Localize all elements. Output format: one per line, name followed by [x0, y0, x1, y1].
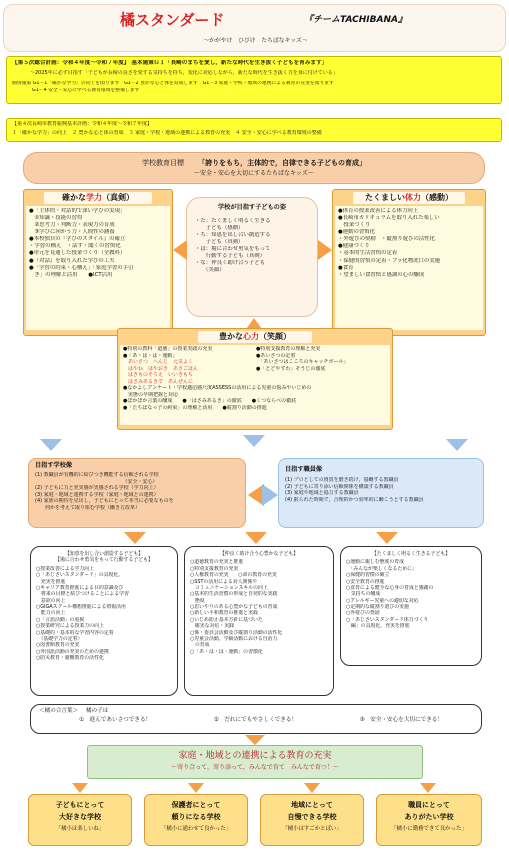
kind-child-item: ○「あ・は・は・運動」の習慣化: [190, 648, 263, 655]
kind-child-item: ○基本的生活習慣の形成と自発的な実践: [190, 591, 278, 598]
watchword-box: [30, 704, 482, 734]
sugata-item: 行動する子ども（真剣）: [195, 253, 266, 260]
title-panel: [3, 4, 506, 52]
strong-child-item: 「みんなが楽しくなるために」: [346, 565, 417, 572]
tairyoku-item: 授業づくり: [338, 222, 371, 229]
school-goal-box: [23, 152, 485, 184]
gakuryoku-item: ●「主体的・対話的で深い学びの実現」: [29, 208, 126, 215]
school-image-item: (4) 家族の期待を見出し，子どもにとって本当に必要なものを: [35, 498, 174, 505]
kokoro-columns: [123, 346, 387, 385]
gakuryoku-item: ●「学習の約束・心構え」「家庭学習の手引: [29, 264, 134, 271]
gakuryoku-box: [23, 189, 173, 336]
target-line2: 頼りになる学校: [171, 813, 221, 822]
kokoro-right-item: 「あいさつはこころのキャッチボール」: [255, 359, 349, 366]
staff-image-item: (4) 限られた時間で，合理的かつ効率的に働こうとする教職員: [285, 496, 424, 503]
target-line2: 自慢できる学校: [287, 813, 337, 822]
strong-child-title: 【たくましく明るく生きる子ども】: [371, 551, 451, 557]
target-parent-box: [144, 794, 248, 846]
gakuryoku-item: ●『対話』を取り入れた学びの工夫: [29, 257, 115, 264]
creative-child-item: ○授業改善による学力向上: [36, 565, 95, 572]
target-line1: 職員にとって: [408, 801, 450, 809]
gakuryoku-item: ●単元を見通した授業づくり（全教科）: [29, 250, 126, 257]
gakuryoku-item: ③学びに向かう力・人間性の涵養: [29, 229, 115, 236]
gakuryoku-list: [26, 206, 170, 330]
gakuryoku-item: ②思考力・判断力・表現力の育成: [29, 222, 115, 229]
creative-child-item: ○図書館教育の充実: [36, 642, 80, 649]
gakuryoku-item: ・学習の構え ・話す・聞くの習慣化: [29, 243, 121, 250]
arrow-down-icon: [245, 532, 267, 544]
school-goal-text: 「誇りをもち，主体的で，自律できる子どもの育成」: [198, 159, 367, 167]
strong-child-box: [340, 546, 482, 666]
kokoro-title-accent: 心力: [243, 332, 259, 341]
tairyoku-item: ●健康づくり: [338, 243, 370, 250]
creative-child-item: ○外国語活動の充実のための連携: [36, 648, 109, 655]
kokoro-right-item: ●「とどやすわ」そうじの徹底: [255, 365, 326, 372]
kind-child-item: ○特別支援教育の充実: [190, 565, 239, 572]
arrow-down-icon: [446, 439, 468, 451]
target-quote: 「橘小に勤務できて良かった」: [391, 826, 467, 833]
plan4-body: １「確かな学力」の向上 ２ 豊かな心と体の育成 ３ 家庭・学校・地域の連携による教育の充実 ４ 安全・安心に学べる教育環境の整備: [12, 129, 322, 136]
sugata-item: ・た：たくましく明るく生きる: [195, 218, 271, 225]
creative-child-item: ○授業研究による授業力の向上: [36, 623, 104, 630]
tairyoku-title-accent: 体力: [405, 193, 421, 202]
kind-child-item: ○いじめ防止基本方針に基づいた: [190, 616, 263, 623]
creative-child-item: （基礎学力の定着）: [36, 635, 83, 642]
tairyoku-box: [332, 189, 486, 336]
creative-child-item: ○「言語活動」の重視: [36, 616, 85, 623]
watchword-sub: 橘の子は: [85, 708, 109, 714]
creative-child-item: 意欲の向上: [36, 597, 66, 604]
arrow-down-icon: [376, 532, 398, 544]
plan4-title: 【第４次長崎市教育振興基本計画：令和４年度～令和７年度】: [12, 121, 153, 127]
strong-child-item: 編」の具現化，充実を推進: [346, 623, 410, 630]
arrow-left-icon: [173, 240, 187, 260]
kokoro-bottom-item: 実態の早期把握と対応: [123, 391, 179, 398]
school-goal-line: [24, 159, 484, 168]
creative-child-item: ○キャリア教育推進による目的意識及び: [36, 584, 124, 591]
team-name: 『チームTACHIBANA』: [304, 15, 407, 25]
creative-child-title2: 【場に合わせ勇気をもって行動する子ども】: [55, 557, 153, 564]
page-subtitle: ～かがやけ ひびけ たちばなキッズ～: [203, 38, 308, 44]
staff-image-box: [278, 458, 484, 528]
kind-child-box: [184, 546, 334, 696]
arrow-down-icon: [245, 735, 265, 745]
kind-child-item: コミュニケーションスキルの向上: [190, 584, 268, 591]
target-staff-box: [376, 794, 482, 846]
school-image-item: (2) 子どもに力と充実感が実感される学校（学力向上）: [35, 485, 159, 492]
target-line1: 保護者にとって: [171, 801, 221, 809]
tairyoku-item: ●体育の授業改善による体力向上: [338, 208, 419, 215]
plan5-box: [6, 56, 502, 104]
creative-child-item: 将来の目標と結びつけることによる学習: [36, 591, 129, 598]
watchword-header: [39, 708, 473, 715]
arrow-right-icon: [262, 484, 278, 506]
kokoro-right-item: ●あいさつの定着: [255, 352, 296, 359]
kokoro-left-item: ●「あ・は・は・運動」: [123, 352, 178, 359]
watchword-label: ＜橘の合言葉＞: [39, 708, 79, 714]
kokoro-title: [198, 331, 312, 343]
school-goal-sub: ～安全・安心を大切にするたちばなキッズ～: [194, 170, 314, 178]
community-title: 家庭・地域との連携による教育の充実: [178, 751, 332, 761]
plan4-box: [6, 118, 502, 142]
kokoro-left-item: はきものそろえ いいきもち: [123, 372, 194, 379]
target-child-box: [28, 794, 132, 846]
gakuryoku-title: [44, 192, 152, 204]
staff-image-title: 目指す職員像: [285, 466, 323, 473]
kind-child-item: ○人権教育の充実 ○命の教育の充実: [190, 572, 277, 579]
school-image-item: 何かを考えて取り組む学校（働き方改革）: [35, 504, 141, 511]
gakuryoku-item: ①知識・技能の習得: [29, 215, 83, 222]
creative-child-item: ○基礎的・基本的な学習内容の定着: [36, 629, 114, 636]
arrow-down-icon: [124, 532, 146, 544]
kokoro-title-suffix: （笑顔）: [259, 332, 291, 341]
kind-child-item: ○新しい平和教育の推進と実践: [190, 610, 258, 617]
tairyoku-list: [335, 206, 483, 330]
target-quote: 「橘小に通わせて良かった」: [160, 826, 232, 833]
arrow-down-icon: [40, 439, 62, 451]
tairyoku-item: ・保健的習慣の定着・フッ化物洗口の実施: [338, 257, 441, 264]
target-line2: ありがたい学校: [404, 813, 454, 822]
kokoro-left-item: はさみあるきで あんぜんに: [123, 378, 194, 385]
strong-child-item: ○保健的習慣の確立: [346, 572, 390, 579]
kokoro-bottom-item: ●なかよしアンケート・学校適応感尺度ASSESSの活用による児童の悩みやいじめの: [123, 385, 312, 392]
creative-child-title: 【知恵を出し合い創造する子ども】: [64, 551, 144, 557]
target-quote: 「橘小はすごかとばい」: [282, 826, 342, 833]
kind-child-title: 【仲良く助け合う心豊かな子ども】: [219, 551, 299, 557]
tairyoku-title-suffix: （感動）: [421, 193, 453, 202]
staff-image-item: (3) 家庭や地域と協力する教職員: [285, 490, 359, 497]
sugata-item: （笑顔）: [195, 267, 225, 274]
kokoro-left-item: はやね はやおき あさごはん: [123, 365, 199, 372]
sugata-item: 子ども（感動）: [195, 225, 244, 232]
target-line1: 地域にとって: [291, 801, 333, 809]
creative-child-item: ○「あじさいスタンダード」の具現化，: [36, 572, 124, 579]
kokoro-right: [256, 346, 387, 385]
tairyoku-item: ・外遊びの奨励 ・縦割り遊びの活性化: [338, 236, 436, 243]
school-image-title: 目指す学校像: [35, 462, 73, 469]
community-box: [87, 745, 423, 779]
kokoro-right-item: ●特別支援教育の理解と充実: [255, 346, 321, 353]
kind-child-item: の育成: [190, 642, 210, 649]
sugata-item: ・な：仲良く助け合う子ども: [195, 260, 266, 267]
page-title: 橘スタンダード: [120, 11, 225, 29]
kind-child-item: ○道徳教育の充実と推進: [190, 559, 244, 566]
creative-child-item: ○GIGAスクール構想推進による情報活用: [36, 604, 126, 610]
gakuryoku-title-accent: 学力: [86, 193, 102, 202]
school-image-item: (3) 家庭・地域と連携する学校（家庭・地域との連携）: [35, 491, 159, 498]
tairyoku-item: ・基本的生活習慣の定着: [338, 250, 398, 257]
sugata-item: ・ば：場に合わせ勇気をもって: [195, 246, 271, 253]
community-sub: ～寄り合って，寄り添って，みんなで育て みんなで育つ！～: [171, 763, 339, 771]
kokoro-bottom-item: ●「たちばなっ子の約束」の理解と活用 ●縦割り活動の推進: [123, 404, 267, 411]
kokoro-left: [123, 346, 256, 385]
target-community-box: [260, 794, 364, 846]
tairyoku-item: ●食育: [338, 264, 354, 271]
tairyoku-item: ●運動の習慣化: [338, 229, 376, 236]
strong-child-item: ○定期的な縦割り遊びの実施: [346, 604, 409, 610]
arrow-right-icon: [318, 240, 332, 260]
watchword-item: ② だれにでもやさしくできる！: [213, 717, 298, 724]
kokoro-body: [120, 345, 390, 425]
staff-image-item: (2) 子どもに寄り添い信頼関係を構築する教職員: [285, 483, 394, 490]
strong-child-item: ○食育による健全な心身の育成と感謝の: [346, 584, 434, 591]
creative-child-box: [30, 546, 178, 696]
kind-child-item: 態度: [190, 597, 205, 604]
kind-child-item: ○思いやりのある心豊かな子どもの育成: [190, 604, 278, 610]
watchword-item: ① 進んであいさつできる！: [79, 717, 152, 724]
sugata-title: 学校が目指す子どもの姿: [217, 204, 287, 211]
kokoro-left-item: ●特別の教科「道徳」の授業実践の充実: [123, 346, 213, 353]
plan5-line3: 個別施策 G1－1「確かな学力」の向上を図ります G1－2 豊かな心と体を育成します G1－3 家庭・学校・地域の連携による教育の充実を図ります: [12, 80, 334, 86]
arrow-down-icon: [72, 783, 88, 793]
kokoro-title-prefix: 豊かな: [219, 332, 243, 341]
gakuryoku-title-prefix: 確かな: [62, 193, 86, 202]
kokoro-bottom-item: ●ぽかぽか言葉の醸成 ●「はさみあるき」の徹底 ●くつならべの徹底: [123, 398, 297, 405]
school-image-item: (1) 教職員が有機的に結びつき機能する信頼される学校: [35, 472, 159, 479]
arrow-down-icon: [243, 435, 265, 447]
strong-child-item: ○「あじさいスタンダード体力づくり: [346, 616, 429, 623]
plan5-line4: G1－4 安全・安心に学べる教育環境を整備します: [32, 88, 140, 93]
target-line1: 子どもにとって: [55, 801, 105, 809]
strong-child-item: 気持ちの醸成: [346, 591, 381, 598]
school-goal-label: 学校教育目標: [141, 159, 184, 167]
gakuryoku-item: き」の理解と活用 ●ICT活用: [29, 271, 113, 278]
strong-child-item: ○外遊びの奨励: [346, 610, 380, 617]
sugata-box: [186, 197, 318, 317]
kind-child-item: ○係・委員会活動及び縦割り活動の活性化: [190, 629, 283, 636]
plan5-title: 【第５次総合計画：令和４年度～令和７年度】 基本施策Ｇ１「長崎のまちを愛し，新たな時代を生き抜く子どもを育みます」: [12, 60, 328, 66]
staff-image-item: (1) プロとしての資質を磨き続け，協働する教職員: [285, 477, 399, 484]
school-image-box: [28, 458, 246, 528]
strong-child-item: ○アレルギー児童への適切な対応: [346, 597, 419, 604]
arrow-down-icon: [188, 783, 204, 793]
kind-child-item: ○児童会活動，学級活動における自治力: [190, 635, 278, 642]
school-image-item: （安全・安心）: [35, 478, 158, 485]
sugata-item: ・ち：知恵を出し合い創造する: [195, 232, 271, 239]
kokoro-left-item: あいさつ へんじ 元気よく: [123, 359, 194, 366]
tairyoku-item: ・望ましい食習慣と感謝の心の醸成: [338, 271, 425, 278]
target-quote: 「橘小は楽しいね」: [55, 826, 105, 833]
tairyoku-title-prefix: たくましい: [365, 193, 405, 202]
kind-child-item: ○SSTの活用による対人関係や: [190, 578, 258, 585]
watchword-items: [39, 715, 473, 724]
arrow-down-icon: [304, 783, 320, 793]
strong-child-item: ○安全教育の推進: [346, 578, 385, 585]
gakuryoku-item: ●本校独自の『学びのスタイル』の確立: [29, 236, 126, 243]
target-line2: 大好きな学校: [59, 813, 101, 822]
creative-child-item: ○防災教育・避難教育の活性化: [36, 655, 104, 661]
tairyoku-title: [353, 192, 465, 204]
creative-child-item: 充実を推進: [36, 578, 66, 585]
plan5-line2: ～2025年に必ず目指す「子どもが長崎の良さを愛する気持ちを持ち，変化に対応しながら，新たな時代を生き抜く力を身に付けている」: [30, 70, 338, 77]
arrow-down-icon: [420, 783, 436, 793]
watchword-item: ③ 安全・安心を大切にできる！: [359, 717, 443, 724]
gakuryoku-title-suffix: （真剣）: [102, 193, 134, 202]
kind-child-item: 確実な対応・実践: [190, 623, 235, 630]
strong-child-item: ○運動に親しむ態度の育成: [346, 559, 405, 566]
sugata-item: 子ども（真剣）: [195, 239, 244, 246]
tairyoku-item: ●長崎市カリキュラムを取り入れた楽しい: [338, 215, 440, 222]
kokoro-box: [117, 328, 393, 430]
creative-child-item: 能力の向上: [36, 610, 66, 617]
